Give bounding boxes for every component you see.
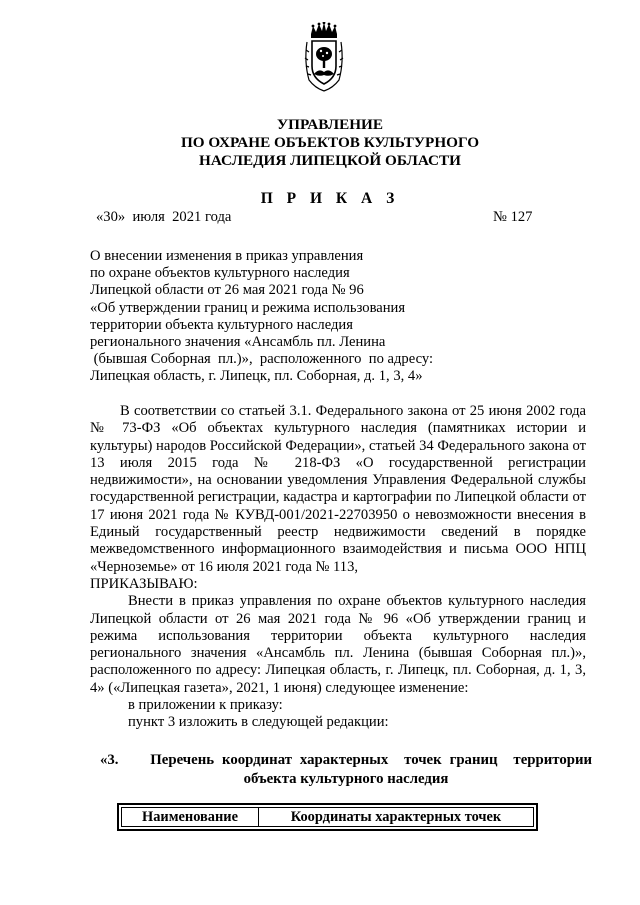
subject-line: по охране объектов культурного наследия	[90, 265, 350, 282]
order-body	[90, 403, 586, 732]
subject-line: (бывшая Соборная пл.)», расположенного по адресу:	[90, 351, 434, 368]
agency-line: УПРАВЛЕНИЕ	[276, 116, 383, 133]
document-type: П Р И К А З	[260, 190, 400, 207]
coordinates-table	[117, 803, 538, 831]
table-header-cell: Наименование	[122, 808, 259, 826]
subject-line: Липецкая область, г. Липецк, пл. Соборная, д. 1, 3, 4»	[90, 368, 423, 385]
amendment-item: пункт 3 изложить в следующей редакции:	[128, 714, 389, 731]
order-word: ПРИКАЗЫВАЮ:	[90, 575, 198, 592]
subject-line: О внесении изменения в приказ управления	[90, 248, 364, 264]
table-header-row	[121, 807, 534, 827]
section-heading-line: объекта культурного наследия	[243, 771, 449, 787]
order-subject	[90, 248, 490, 386]
preamble-paragraph: В соответствии со статьей 3.1. Федерального закона от 25 июня 2002 года № 73-ФЗ «Об объектах культурного наследия (памятниках истории и культуры) народов Российской Федерации», статьей 34 Федерального закона от 13 июля 2015 года № 218-ФЗ «О государственной регистрации недвижимости», на основании уведомления Управления Федеральной службы государственной регистрации, кадастра и картографии по Липецкой области от 17 июня 2021 года № КУВД-001/2021-22703950 о невозможности внесения в Единый государственный реестр недвижимости сведений в порядке межведомственного информационного взаимодействия и письма ООО НПЦ «Черноземье» от 16 июля 2021 года № 113,	[90, 403, 586, 575]
directive-paragraph: Внести в приказ управления по охране объектов культурного наследия Липецкой области от 26 мая 2021 года № 96 «Об утверждении границ и режима использования территории объекта культурного наследия регионального значения «Ансамбль пл. Ленина (бывшая Соборная пл.)», расположенного по адресу: Липецкая область, г. Липецк, пл. Соборная, д. 1, 3, 4» («Липецкая газета», 2021, 1 июня) следующее изменение:	[90, 593, 586, 696]
agency-line: ПО ОХРАНЕ ОБЪЕКТОВ КУЛЬТУРНОГО	[180, 134, 480, 151]
order-date: «30» июля 2021 года	[96, 209, 232, 225]
coat-of-arms-icon	[303, 22, 345, 94]
agency-line: НАСЛЕДИЯ ЛИПЕЦКОЙ ОБЛАСТИ	[199, 152, 461, 169]
section-heading-line: «3. Перечень координат характерных точек границ территории	[100, 752, 592, 768]
order-number: № 127	[493, 209, 533, 225]
amendment-item: в приложении к приказу:	[128, 697, 283, 714]
subject-line: территории объекта культурного наследия	[90, 316, 353, 333]
table-header-cell: Координаты характерных точек	[290, 809, 502, 825]
subject-line: регионального значения «Ансамбль пл. Ленина	[90, 334, 386, 351]
section-heading	[100, 751, 592, 789]
subject-line: Липецкой области от 26 мая 2021 года № 96	[90, 282, 364, 299]
subject-line: «Об утверждении границ и режима использования	[90, 299, 406, 316]
agency-name	[140, 116, 520, 170]
